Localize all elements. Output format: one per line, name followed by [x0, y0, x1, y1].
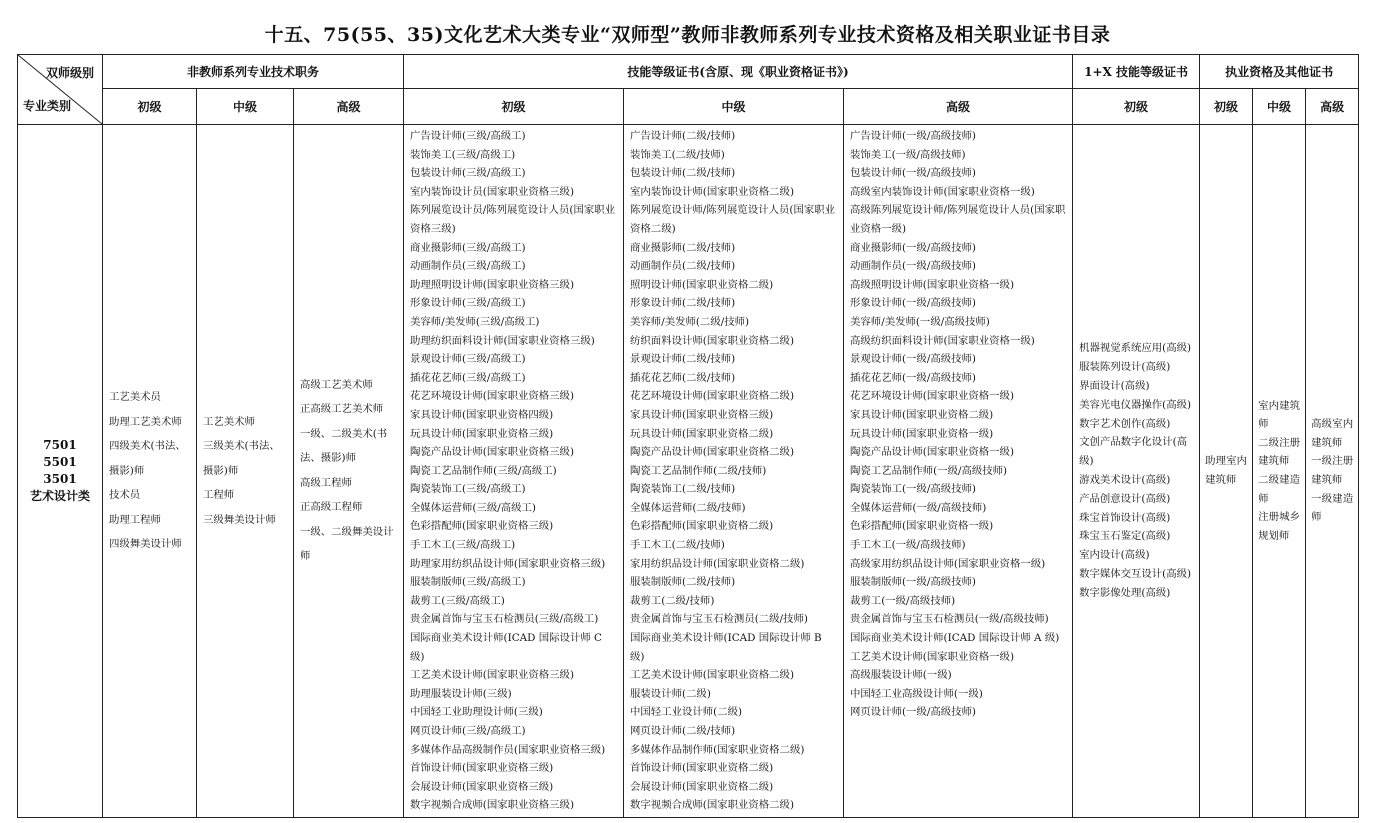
list-item: 形象设计师(一级/高级技师) — [850, 297, 976, 310]
list-item: 首饰设计师(国家职业资格三级) — [410, 762, 554, 775]
header-row-groups — [18, 55, 1359, 89]
non-teacher-mid-cell — [197, 125, 294, 818]
list-item: 多媒体作品高级制作员(国家职业资格三级) — [410, 743, 606, 756]
license-mid-cell — [1253, 125, 1306, 818]
list-item: 正高级工艺美术师 — [300, 403, 384, 416]
list-item: 游戏美术设计(高级) — [1079, 473, 1171, 486]
corner-cell — [18, 55, 103, 125]
list-item: 商业摄影师(三级/高级工) — [410, 241, 526, 254]
list-item: 网页设计师(三级/高级工) — [410, 725, 526, 737]
list-item: 机器视觉系统应用(高级) — [1079, 342, 1192, 355]
list-item: 装饰美工(二级/技师) — [630, 148, 725, 161]
non-teacher-junior-cell — [103, 125, 197, 818]
list-item: 助理服装设计师(三级) — [410, 687, 512, 700]
list-item: 陶瓷装饰工(三级/高级工) — [410, 483, 526, 496]
list-item: 助理照明设计师(国家职业资格三级) — [410, 278, 574, 291]
list-item: 玩具设计师(国家职业资格三级) — [410, 427, 554, 440]
list-item: 界面设计(高级) — [1079, 380, 1150, 392]
list-item: 陶瓷工艺品制作师(二级/技师) — [630, 464, 767, 477]
list-item: 服装制版师(一级/高级技师) — [850, 576, 976, 589]
list-item: 室内建筑师 — [1258, 399, 1301, 431]
list-item: 形象设计师(二级/技师) — [630, 297, 736, 310]
list-item: 裁剪工(三级/高级工) — [410, 594, 505, 607]
list-item: 花艺环境设计师(国家职业资格三级) — [410, 390, 574, 403]
list-item: 广告设计师(一级/高级技师) — [850, 130, 976, 142]
group-header-license: 执业资格及其他证书 — [1200, 55, 1359, 89]
list-item: 色彩搭配师(国家职业资格三级) — [410, 520, 554, 533]
category-code: 5501 — [43, 454, 77, 469]
list-item: 家具设计师(国家职业资格四级) — [410, 408, 554, 421]
list-item: 国际商业美术设计师(ICAD 国际设计师 C 级) — [410, 632, 602, 663]
list-item: 玩具设计师(国家职业资格一级) — [850, 427, 994, 440]
list-item: 助理纺织面料设计师(国家职业资格三级) — [410, 334, 595, 347]
list-item: 全媒体运营师(一级/高级技师) — [850, 501, 987, 514]
list-item: 照明设计师(国家职业资格二级) — [630, 278, 774, 291]
list-item: 动画制作员(二级/技师) — [630, 260, 736, 273]
list-item: 四级舞美设计师 — [109, 538, 182, 551]
list-item: 国际商业美术设计师(ICAD 国际设计师 A 级) — [850, 632, 1060, 645]
list-item: 装饰美工(一级/高级技师) — [850, 148, 966, 161]
list-item: 包装设计师(三级/高级工) — [410, 167, 526, 180]
list-item: 包装设计师(一级/高级技师) — [850, 167, 976, 180]
corner-top-right-label: 双师级别 — [45, 66, 94, 80]
skill-junior-cell — [404, 125, 624, 818]
table-row — [18, 125, 1359, 818]
list-item: 纺织面料设计师(国家职业资格二级) — [630, 334, 794, 347]
list-item: 裁剪工(一级/高级技师) — [850, 594, 956, 607]
list-item: 手工木工(一级/高级技师) — [850, 539, 966, 552]
level-header: 高级 — [294, 89, 404, 125]
license-junior-cell: 助理室内建筑师 — [1200, 125, 1253, 818]
level-header: 初级 — [1073, 89, 1200, 125]
list-item: 插花花艺师(三级/高级工) — [410, 371, 526, 384]
list-item: 广告设计师(二级/技师) — [630, 130, 736, 142]
list-item: 陈列展览设计师/陈列展览设计人员(国家职业资格二级) — [630, 204, 836, 235]
level-header: 初级 — [103, 89, 197, 125]
list-item: 插花花艺师(二级/技师) — [630, 371, 736, 384]
list-item: 高级室内装饰设计师(国家职业资格一级) — [850, 185, 1035, 198]
category-cell — [18, 125, 103, 818]
list-item: 助理家用纺织品设计师(国家职业资格三级) — [410, 557, 606, 570]
list-item: 工艺美术员 — [109, 391, 161, 404]
list-item: 网页设计师(二级/技师) — [630, 725, 736, 737]
list-item: 家具设计师(国家职业资格二级) — [850, 408, 994, 421]
list-item: 中国轻工业设计师(二级) — [630, 706, 743, 719]
list-item: 动画制作员(三级/高级工) — [410, 260, 526, 273]
list-item: 服装制版师(三级/高级工) — [410, 576, 526, 589]
list-item: 陈列展览设计员/陈列展览设计人员(国家职业资格三级) — [410, 204, 616, 235]
list-item: 花艺环境设计师(国家职业资格一级) — [850, 390, 1014, 403]
list-item: 文创产品数字化设计(高级) — [1079, 436, 1188, 468]
list-item: 产品创意设计(高级) — [1079, 492, 1171, 505]
list-item: 贵金属首饰与宝玉石检测员(三级/高级工) — [410, 613, 599, 626]
certificate-table-container — [17, 54, 1358, 818]
list-item: 助理工程师 — [109, 513, 161, 526]
list-item: 景观设计师(二级/技师) — [630, 353, 736, 366]
level-header: 中级 — [1253, 89, 1306, 125]
list-item: 全媒体运营师(二级/技师) — [630, 501, 746, 514]
list-item: 数字视频合成师(国家职业资格三级) — [410, 799, 574, 812]
list-item: 会展设计师(国家职业资格三级) — [410, 780, 554, 793]
list-item: 美容师/美发师(一级/高级技师) — [850, 315, 990, 328]
list-item: 注册城乡规划师 — [1258, 511, 1301, 542]
list-item: 工程师 — [203, 489, 235, 502]
list-item: 陶瓷工艺品制作师(一级/高级技师) — [850, 464, 1008, 477]
list-item: 国际商业美术设计师(ICAD 国际设计师 B 级) — [630, 632, 822, 663]
list-item: 玩具设计师(国家职业资格二级) — [630, 427, 774, 440]
level-header: 中级 — [624, 89, 844, 125]
level-header: 高级 — [844, 89, 1073, 125]
list-item: 景观设计师(一级/高级技师) — [850, 353, 976, 366]
list-item: 多媒体作品制作师(国家职业资格二级) — [630, 743, 805, 756]
list-item: 陶瓷产品设计师(国家职业资格二级) — [630, 446, 794, 459]
list-item: 广告设计师(三级/高级工) — [410, 130, 526, 142]
list-item: 美容师/美发师(二级/技师) — [630, 315, 750, 328]
list-item: 正高级工程师 — [300, 501, 363, 514]
list-item: 景观设计师(三级/高级工) — [410, 353, 526, 366]
list-item: 陶瓷装饰工(一级/高级技师) — [850, 483, 976, 496]
list-item: 一级、二级美术(书法、摄影)师 — [300, 427, 388, 465]
header-row-levels — [18, 89, 1359, 125]
list-item: 三级舞美设计师 — [203, 513, 276, 526]
list-item: 陶瓷产品设计师(国家职业资格一级) — [850, 446, 1014, 459]
list-item: 珠宝玉石鉴定(高级) — [1079, 530, 1171, 543]
category-name: 艺术设计类 — [29, 488, 90, 503]
list-item: 四级美术(书法、摄影)师 — [109, 440, 186, 477]
category-code: 7501 — [43, 437, 77, 452]
list-item: 工艺美术设计师(国家职业资格一级) — [850, 650, 1014, 663]
list-item: 一级注册建筑师 — [1311, 455, 1354, 486]
list-item: 全媒体运营师(三级/高级工) — [410, 501, 536, 514]
list-item: 工艺美术设计师(国家职业资格三级) — [410, 669, 574, 682]
list-item: 商业摄影师(一级/高级技师) — [850, 241, 976, 254]
level-header: 中级 — [197, 89, 294, 125]
list-item: 数字艺术创作(高级) — [1079, 417, 1171, 430]
list-item: 高级陈列展览设计师/陈列展览设计人员(国家职业资格一级) — [850, 204, 1066, 235]
onex-junior-cell — [1073, 125, 1200, 818]
list-item: 包装设计师(二级/技师) — [630, 167, 736, 180]
list-item: 三级美术(书法、摄影)师 — [203, 440, 280, 477]
list-item: 二级建造师 — [1258, 473, 1301, 505]
category-code: 3501 — [43, 471, 77, 486]
list-item: 商业摄影师(二级/技师) — [630, 241, 736, 254]
list-item: 美容光电仪器操作(高级) — [1079, 398, 1192, 411]
list-item: 陶瓷产品设计师(国家职业资格三级) — [410, 446, 574, 459]
list-item: 一级建造师 — [1311, 492, 1354, 524]
list-item: 服装制版师(二级/技师) — [630, 576, 736, 589]
list-item: 高级室内建筑师 — [1311, 418, 1354, 449]
list-item: 服装陈列设计(高级) — [1079, 361, 1171, 374]
list-item: 室内装饰设计员(国家职业资格三级) — [410, 185, 574, 198]
list-item: 形象设计师(三级/高级工) — [410, 297, 526, 310]
list-item: 数字影像处理(高级) — [1079, 586, 1171, 599]
list-item: 手工木工(二级/技师) — [630, 539, 725, 552]
group-header-onex: 1+X 技能等级证书 — [1073, 55, 1200, 89]
list-item: 会展设计师(国家职业资格二级) — [630, 780, 774, 793]
list-item: 珠宝首饰设计(高级) — [1079, 511, 1171, 524]
list-item: 室内设计(高级) — [1079, 549, 1150, 562]
list-item: 家具设计师(国家职业资格三级) — [630, 408, 774, 421]
list-item: 工艺美术设计师(国家职业资格二级) — [630, 669, 794, 682]
list-item: 贵金属首饰与宝玉石检测员(一级/高级技师) — [850, 613, 1049, 626]
list-item: 高级照明设计师(国家职业资格一级) — [850, 278, 1014, 291]
list-item: 高级工艺美术师 — [300, 378, 373, 391]
list-item: 家用纺织品设计师(国家职业资格二级) — [630, 557, 805, 570]
list-item: 服装设计师(二级) — [630, 687, 711, 700]
list-item: 中国轻工业助理设计师(三级) — [410, 706, 543, 719]
list-item: 色彩搭配师(国家职业资格二级) — [630, 520, 774, 533]
list-item: 数字媒体交互设计(高级) — [1079, 567, 1192, 580]
level-header: 初级 — [404, 89, 624, 125]
list-item: 一级、二级舞美设计师 — [300, 525, 394, 563]
list-item: 花艺环境设计师(国家职业资格二级) — [630, 390, 794, 403]
list-item: 装饰美工(三级/高级工) — [410, 148, 516, 161]
list-item: 高级服装设计师(一级) — [850, 669, 952, 682]
list-item: 动画制作员(一级/高级技师) — [850, 260, 976, 273]
list-item: 高级家用纺织品设计师(国家职业资格一级) — [850, 557, 1046, 570]
list-item: 高级工程师 — [300, 476, 352, 489]
level-header: 初级 — [1200, 89, 1253, 125]
group-header-non-teacher: 非教师系列专业技术职务 — [103, 55, 404, 89]
non-teacher-senior-cell — [294, 125, 404, 818]
list-item: 助理工艺美术师 — [109, 415, 182, 428]
list-item: 网页设计师(一级/高级技师) — [850, 706, 976, 719]
skill-senior-cell — [844, 125, 1073, 818]
list-item: 陶瓷工艺品制作师(三级/高级工) — [410, 464, 557, 477]
list-item: 色彩搭配师(国家职业资格一级) — [850, 520, 994, 533]
license-senior-cell — [1306, 125, 1359, 818]
list-item: 工艺美术师 — [203, 415, 255, 428]
list-item: 中国轻工业高级设计师(一级) — [850, 687, 983, 700]
level-header: 高级 — [1306, 89, 1359, 125]
corner-bottom-left-label: 专业类别 — [23, 99, 72, 113]
list-item: 高级纺织面料设计师(国家职业资格一级) — [850, 334, 1035, 347]
page-title: 十五、75(55、35)文化艺术大类专业“双师型”教师非教师系列专业技术资格及相关职业证书目录 — [264, 24, 1111, 46]
list-item: 数字视频合成师(国家职业资格二级) — [630, 799, 794, 812]
list-item: 美容师/美发师(三级/高级工) — [410, 315, 540, 328]
list-item: 室内装饰设计师(国家职业资格二级) — [630, 185, 794, 198]
list-item: 手工木工(三级/高级工) — [410, 539, 516, 552]
list-item: 裁剪工(二级/技师) — [630, 594, 715, 607]
list-item: 贵金属首饰与宝玉石检测员(二级/技师) — [630, 613, 808, 626]
certificate-table — [17, 54, 1359, 818]
list-item: 首饰设计师(国家职业资格二级) — [630, 762, 774, 775]
list-item: 插花花艺师(一级/高级技师) — [850, 371, 976, 384]
list-item: 二级注册建筑师 — [1258, 436, 1301, 468]
list-item: 陶瓷装饰工(二级/技师) — [630, 483, 736, 496]
group-header-skill: 技能等级证书(含原、现《职业资格证书》) — [404, 55, 1073, 89]
skill-mid-cell — [624, 125, 844, 818]
list-item: 技术员 — [109, 489, 141, 502]
